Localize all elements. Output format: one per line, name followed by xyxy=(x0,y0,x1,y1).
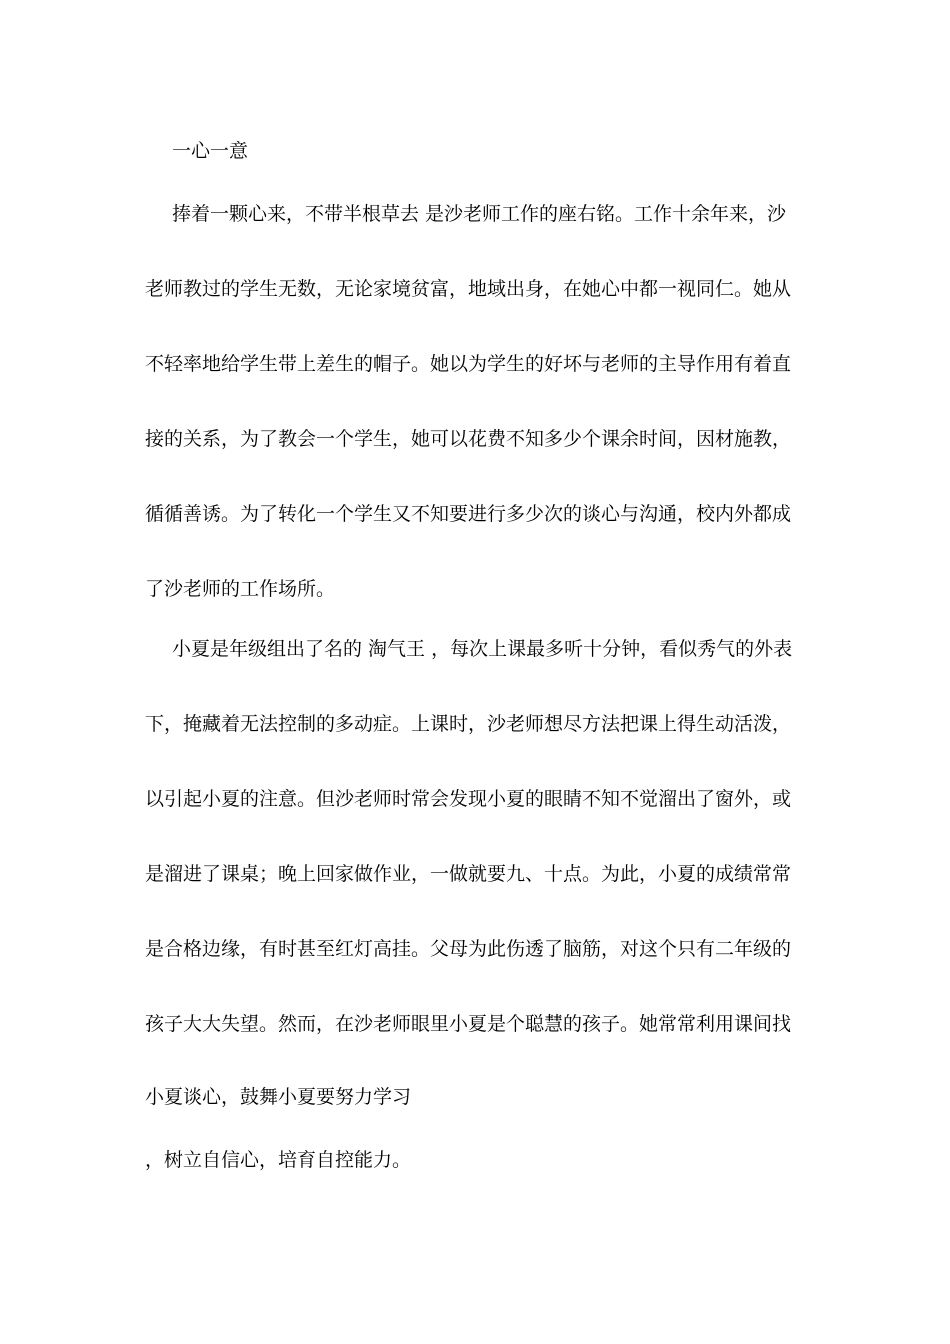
paragraph-1-line-2: 老师教过的学生无数，无论家境贫富，地域出身，在她心中都一视同仁。她从 xyxy=(145,278,792,300)
paragraph-1-line-1: 捧着一颗心来，不带半根草去 是沙老师工作的座右铭。工作十余年来，沙 xyxy=(172,203,787,225)
paragraph-2-line-6: 孩子大大失望。然而，在沙老师眼里小夏是个聪慧的孩子。她常常利用课间找 xyxy=(145,1013,792,1035)
paragraph-2-line-8: ，树立自信心，培育自控能力。 xyxy=(145,1149,412,1171)
paragraph-2-line-2: 下，掩藏着无法控制的多动症。上课时，沙老师想尽方法把课上得生动活泼， xyxy=(145,713,792,735)
paragraph-2-line-1: 小夏是年级组出了名的 淘气王 ，每次上课最多听十分钟，看似秀气的外表 xyxy=(172,638,793,660)
paragraph-2-line-7: 小夏谈心，鼓舞小夏要努力学习 xyxy=(145,1086,412,1108)
paragraph-2-line-5: 是合格边缘，有时甚至红灯高挂。父母为此伤透了脑筋，对这个只有二年级的 xyxy=(145,938,792,960)
paragraph-1-line-5: 循循善诱。为了转化一个学生又不知要进行多少次的谈心与沟通，校内外都成 xyxy=(145,503,792,525)
paragraph-1-line-3: 不轻率地给学生带上差生的帽子。她以为学生的好坏与老师的主导作用有着直 xyxy=(145,353,792,375)
document-title: 一心一意 xyxy=(172,140,249,162)
paragraph-2-line-3: 以引起小夏的注意。但沙老师时常会发现小夏的眼睛不知不觉溜出了窗外，或 xyxy=(145,788,792,810)
paragraph-1-line-4: 接的关系，为了教会一个学生，她可以花费不知多少个课余时间，因材施教， xyxy=(145,428,792,450)
paragraph-1-line-6: 了沙老师的工作场所。 xyxy=(145,578,336,600)
paragraph-2-line-4: 是溜进了课桌；晚上回家做作业，一做就要九、十点。为此，小夏的成绩常常 xyxy=(145,863,792,885)
